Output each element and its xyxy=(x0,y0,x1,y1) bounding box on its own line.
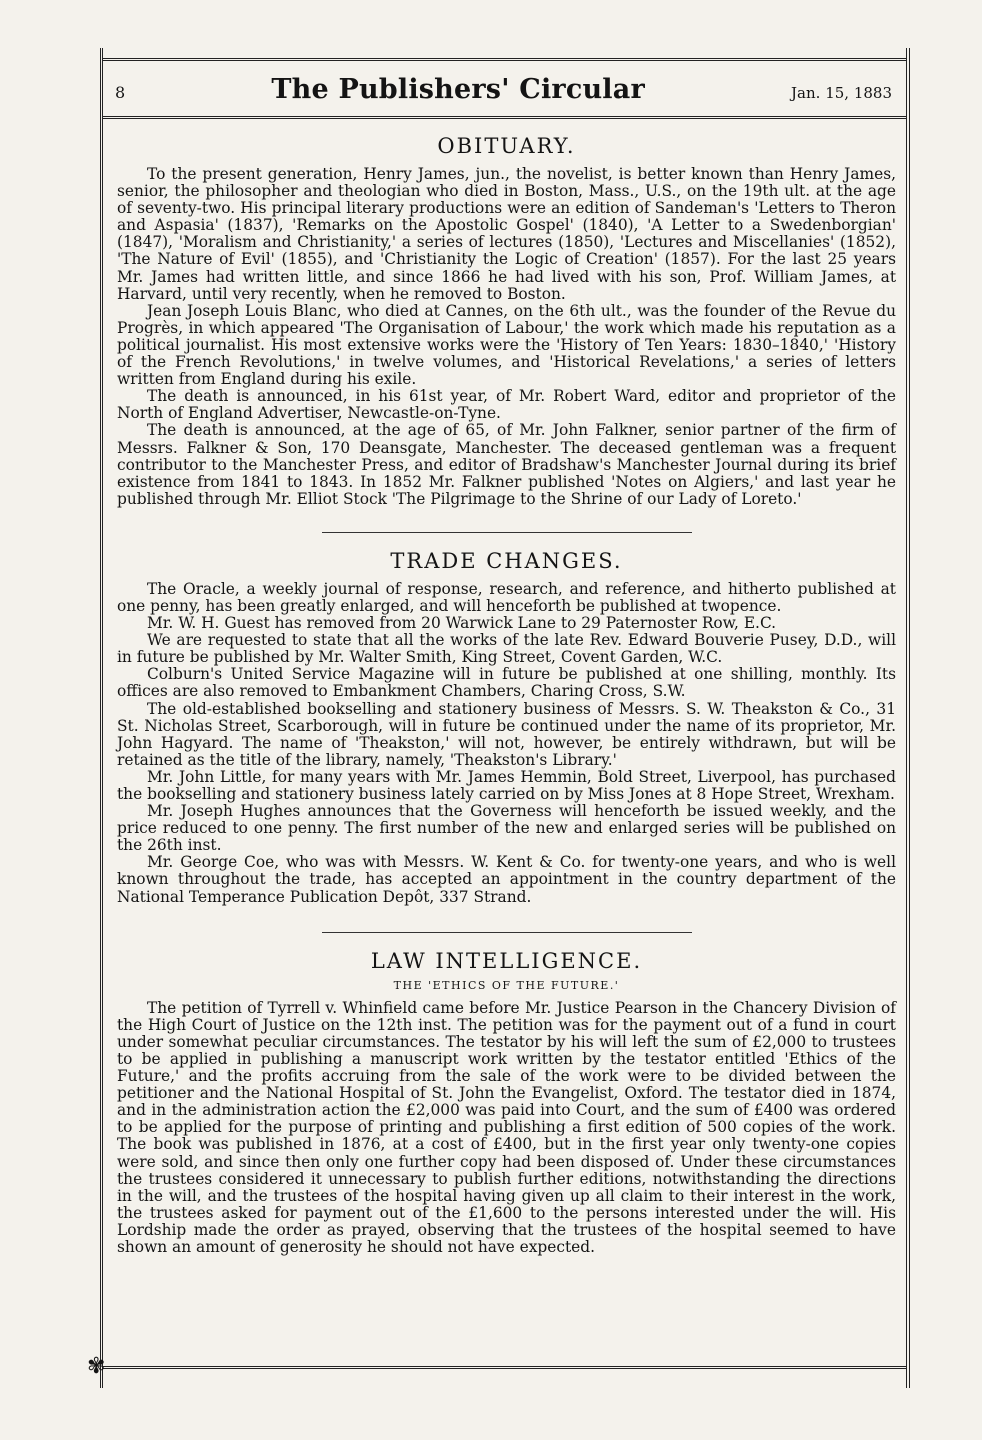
paragraph: The petition of Tyrrell v. Whinfield came before Mr. Justice Pearson in the Chancery Division of the High Court of Justice on the 12th inst. The petition was for the payment out of a fund in court under somewhat peculiar circumstances. The testator by his will left the sum of £2,000 to trustees to be applied in publishing a manuscript work written by the testator entitled 'Ethics of the Future,' and the profits accruing from the sale of the work were to be divided between the petitioner and the National Hospital of St. John the Evangelist, Oxford. The testator died in 1874, and in the administration action the £2,000 was paid into Court, and the sum of £400 was ordered to be applied for the purpose of printing and publishing a first edition of 500 copies of the work. The book was published in 1876, at a cost of £400, but in the first year only twenty-one copies were sold, and since then only one further copy had been disposed of. Under these circumstances the trustees considered it unnecessary to publish further editions, notwithstanding the directions in the will, and the trustees of the hospital having given up all claim to their interest in the work, the trustees asked for payment out of the £1,600 to the persons interested under the will. His Lordship made the order as prayed, observing that the trustees of the hospital seemed to have shown an amount of generosity he should not have expected. xyxy=(117,998,896,1256)
masthead-title: The Publishers' Circular xyxy=(271,74,645,105)
law-intelligence-section xyxy=(117,949,896,1256)
paragraph: Mr. George Coe, who was with Messrs. W. Kent & Co. for twenty-one years, and who is well known throughout the trade, has accepted an appointment in the country department of the National Temperance Publication Depôt, 337 Strand. xyxy=(117,853,896,906)
newspaper-page xyxy=(87,48,910,1388)
section-divider xyxy=(322,932,692,933)
section-subtitle: THE 'ETHICS OF THE FUTURE.' xyxy=(393,978,620,992)
paragraph: The death is announced, at the age of 65, of Mr. John Falkner, senior partner of the firm of Messrs. Falkner & Son, 170 Deansgate, Manchester. The deceased gentleman was a frequent contributor to the Manchester Press, and editor of Bradshaw's Manchester Journal during its brief existence from 1841 to 1843. In 1852 Mr. Falkner published 'Notes on Algiers,' and last year he published through Mr. Elliot Stock 'The Pilgrimage to the Shrine of our Lady of Loreto.' xyxy=(117,421,896,508)
section-divider xyxy=(322,532,692,533)
paragraph: Mr. Joseph Hughes announces that the Governess will henceforth be issued weekly, and the price reduced to one penny. The first number of the new and enlarged series will be published on the 26th inst. xyxy=(117,802,896,855)
obituary-section xyxy=(117,134,896,508)
paragraph: We are requested to state that all the works of the late Rev. Edward Bouverie Pusey, D.D., will in future be published by Mr. Walter Smith, King Street, Covent Garden, W.C. xyxy=(117,631,896,667)
page-number: 8 xyxy=(115,83,126,102)
section-title-law-intelligence: LAW INTELLIGENCE. xyxy=(370,948,643,973)
paragraph: Colburn's United Service Magazine will in future be published at one shilling, monthly. Its offices are also removed to Embankment Chambers, Charing Cross, S.W. xyxy=(117,665,896,701)
paragraph: Jean Joseph Louis Blanc, who died at Cannes, on the 6th ult., was the founder of the Revue du Progrès, in which appeared 'The Organisation of Labour,' the work which made his reputation as a political journalist. His most extensive works were the 'History of Ten Years: 1830–1840,' 'History of the French Revolutions,' in twelve volumes, and 'Historical Revelations,' a series of letters written from England during his exile. xyxy=(117,301,896,389)
page-content xyxy=(117,134,896,1256)
paragraph: The death is announced, in his 61st year, of Mr. Robert Ward, editor and proprietor of the North of England Advertiser, Newcastle-on-Tyne. xyxy=(117,387,896,423)
paragraph: To the present generation, Henry James, jun., the novelist, is better known than Henry James, senior, the philosopher and theologian who died in Boston, Mass., U.S., on the 19th ult. at the age of seventy-two. His principal literary productions were an edition of Sandeman's 'Letters to Theron and Aspasia' (1837), 'Remarks on the Apostolic Gospel' (1840), 'A Letter to a Swedenborgian' (1847), 'Moralism and Christianity,' a series of lectures (1850), 'Lectures and Miscellanies' (1852), 'The Nature of Evil' (1855), and 'Christianity the Logic of Creation' (1857). For the last 25 years Mr. James had written little, and since 1866 he had lived with his son, Prof. William James, at Harvard, until very recently, when he removed to Boston. xyxy=(117,165,896,303)
paragraph: The old-established bookselling and stationery business of Messrs. S. W. Theakston & Co., 31 St. Nicholas Street, Scarborough, will in future be continued under the name of its proprietor, Mr. John Hagyard. The name of 'Theakston,' will not, however, be entirely withdrawn, but will be retained as the title of the library, namely, 'Theakston's Library.' xyxy=(117,699,896,769)
bottom-rule xyxy=(103,1366,906,1369)
paragraph: Mr. John Little, for many years with Mr. James Hemmin, Bold Street, Liverpool, has purchased the bookselling and stationery business lately carried on by Miss Jones at 8 Hope Street, Wrexham. xyxy=(117,767,896,803)
paragraph: Mr. W. H. Guest has removed from 20 Warwick Lane to 29 Paternoster Row, E.C. xyxy=(147,614,777,633)
ornament-icon: ✾ xyxy=(87,1354,106,1379)
issue-date: Jan. 15, 1883 xyxy=(791,84,892,102)
trade-changes-section xyxy=(117,549,896,906)
section-title-trade-changes: TRADE CHANGES. xyxy=(390,548,623,573)
top-rule xyxy=(103,58,906,61)
page-header xyxy=(115,74,892,110)
header-rule xyxy=(103,116,906,119)
section-title-obituary: OBITUARY. xyxy=(437,134,576,158)
paragraph: The Oracle, a weekly journal of response, research, and reference, and hitherto published at one penny, has been greatly enlarged, and will henceforth be published at twopence. xyxy=(117,579,896,615)
